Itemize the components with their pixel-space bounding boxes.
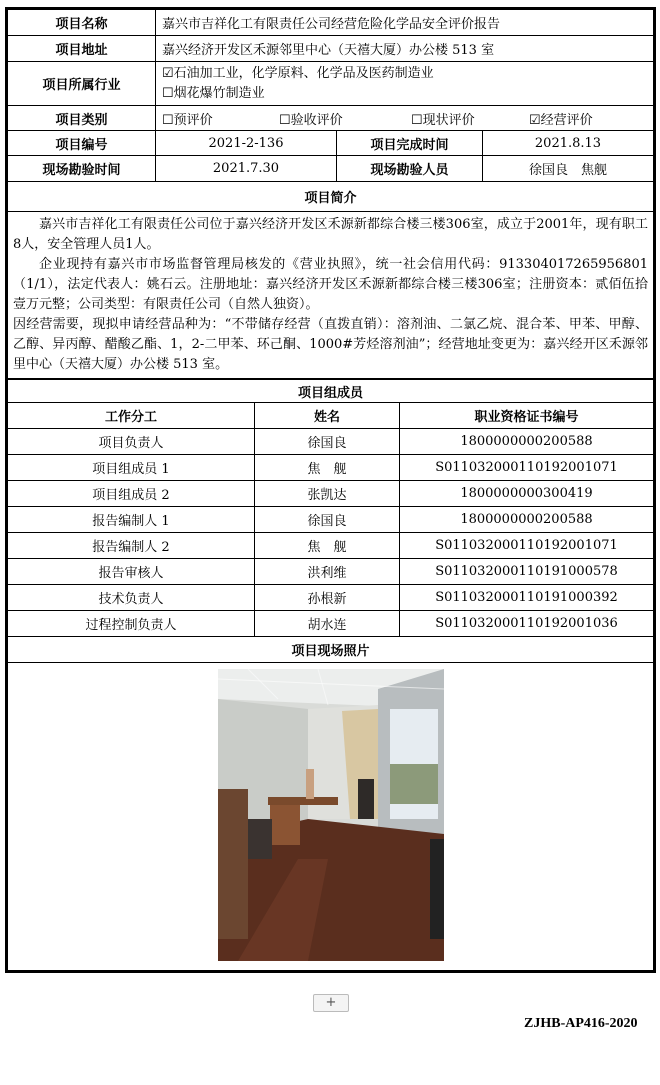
category-option-acceptance: ☐验收评价 (279, 112, 343, 128)
table-row: 报告编制人 1 徐国良 1800000000200588 (8, 507, 654, 533)
industry-label: 项目所属行业 (8, 62, 156, 106)
team-header-name: 姓名 (255, 403, 400, 429)
category-options (156, 106, 654, 131)
site-photo (218, 669, 444, 961)
project-name: 嘉兴市吉祥化工有限责任公司经营危险化学品安全评价报告 (156, 10, 654, 36)
project-number: 2021-2-136 (156, 131, 337, 156)
name-label: 项目名称 (8, 10, 156, 36)
checkbox-checked-icon: ☑ (529, 112, 541, 128)
table-row: 报告编制人 2 焦 舰 S011032000110192001071 (8, 533, 654, 559)
survey-people-label: 现场勘验人员 (337, 156, 483, 182)
number-label: 项目编号 (8, 131, 156, 156)
photo-cell (8, 663, 654, 971)
checkbox-empty-icon: ☐ (279, 112, 291, 128)
checkbox-checked-icon: ☑ (162, 65, 174, 81)
survey-time: 2021.7.30 (156, 156, 337, 182)
category-option-business: ☑经营评价 (529, 112, 593, 128)
industry-option-petro: ☑石油加工业，化学原料、化学品及医药制造业 (162, 65, 434, 81)
team-table (7, 379, 654, 971)
team-title: 项目组成员 (8, 380, 654, 403)
industry-options (156, 62, 654, 106)
expand-button[interactable]: + (313, 994, 349, 1012)
project-address: 嘉兴经济开发区禾源邻里中心（天禧大厦）办公楼 513 室 (156, 36, 654, 62)
category-label: 项目类别 (8, 106, 156, 131)
checkbox-empty-icon: ☐ (162, 85, 174, 101)
photo-title: 项目现场照片 (8, 637, 654, 663)
table-row: 项目负责人 徐国良 1800000000200588 (8, 429, 654, 455)
intro-paragraph-2: 企业现持有嘉兴市市场监督管理局核发的《营业执照》，统一社会信用代码：913304017265956801（1/1），法定代表人：姚石云。注册地址：嘉兴经济开发区禾源新都综合楼三楼306室；注册资本：贰佰伍拾壹万元整；公司类型：有限责任公司（自然人独资）。 (13, 257, 648, 312)
survey-time-label: 现场勘验时间 (8, 156, 156, 182)
intro-body (8, 212, 654, 379)
table-row: 过程控制负责人 胡水连 S011032000110192001036 (8, 611, 654, 637)
team-header-role: 工作分工 (8, 403, 255, 429)
intro-paragraph-1: 嘉兴市吉祥化工有限责任公司位于嘉兴经济开发区禾源新都综合楼三楼306室，成立于2001年，现有职工8人，安全管理人员1人。 (13, 217, 648, 252)
table-row: 报告审核人 洪利维 S011032000110191000578 (8, 559, 654, 585)
survey-people: 徐国良 焦舰 (483, 156, 654, 182)
checkbox-empty-icon: ☐ (411, 112, 423, 128)
category-option-pre: ☐预评价 (162, 112, 213, 128)
report-sheet (5, 7, 656, 973)
intro-paragraph-3: 因经营需要，现拟申请经营品种为：“不带储存经营（直拨直销）：溶剂油、二氯乙烷、混合苯、甲苯、甲醇、乙醇、异丙醇、醋酸乙酯、1，2-二甲苯、环己酮、1000#芳烃溶剂油”；经营地址变更为：嘉兴经开区禾源邻里中心（天禧大厦）办公楼 513 室。 (13, 317, 648, 372)
table-row: 技术负责人 孙根新 S011032000110191000392 (8, 585, 654, 611)
industry-option-fireworks: ☐烟花爆竹制造业 (162, 85, 265, 101)
table-row: 项目组成员 1 焦 舰 S011032000110192001071 (8, 455, 654, 481)
intro-title: 项目简介 (8, 182, 654, 212)
finish-date: 2021.8.13 (483, 131, 654, 156)
category-option-status: ☐现状评价 (411, 112, 475, 128)
checkbox-empty-icon: ☐ (162, 112, 174, 128)
team-header-cert: 职业资格证书编号 (400, 403, 654, 429)
document-code: ZJHB-AP416-2020 (524, 1016, 638, 1031)
finish-label: 项目完成时间 (337, 131, 483, 156)
address-label: 项目地址 (8, 36, 156, 62)
info-table (7, 9, 654, 379)
table-row: 项目组成员 2 张凯达 1800000000300419 (8, 481, 654, 507)
